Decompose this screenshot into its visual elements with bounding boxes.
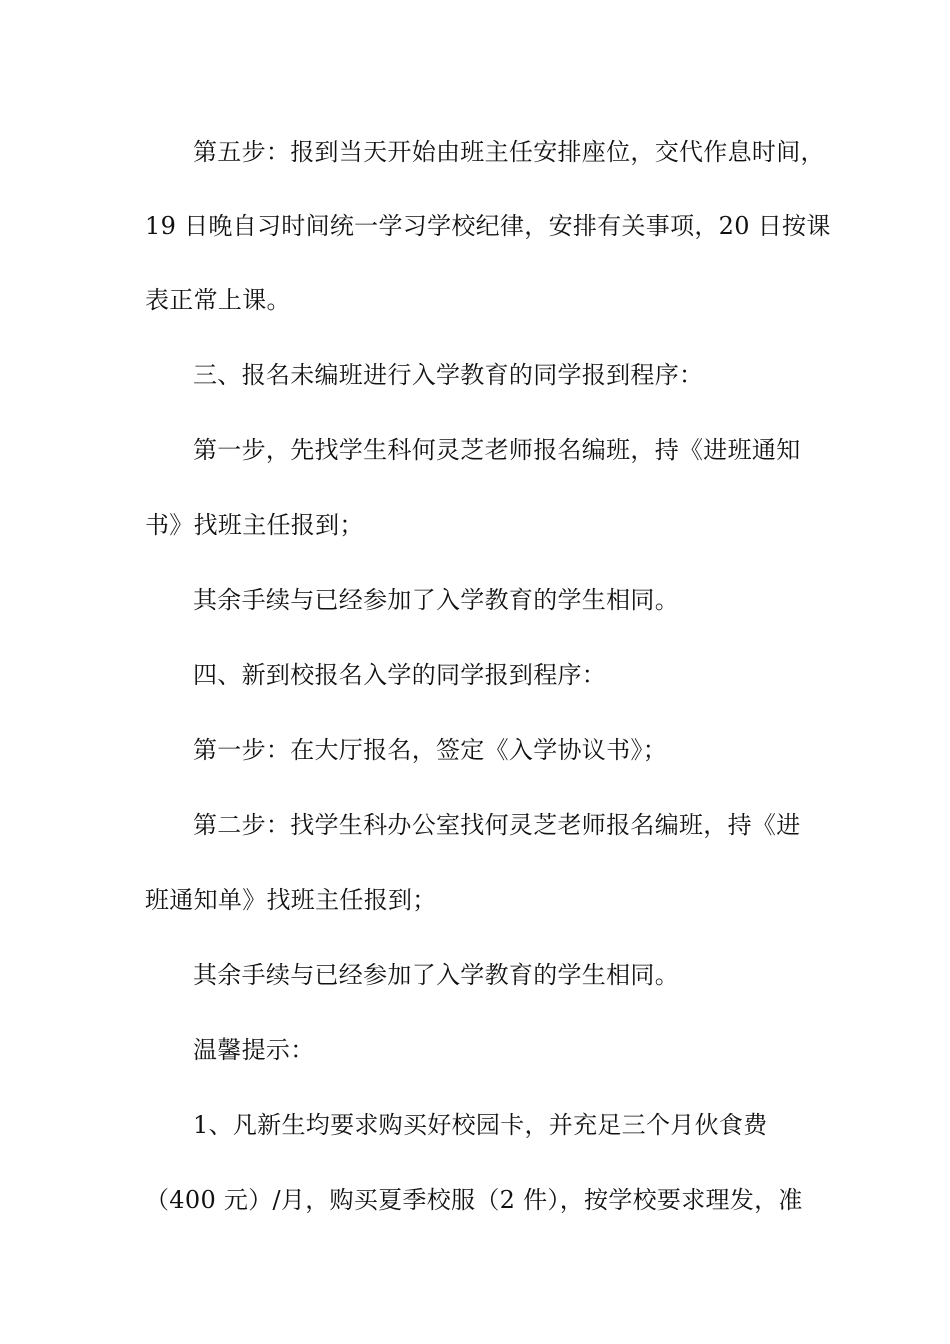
- section-heading: 三、报名未编班进行入学教育的同学报到程序：: [193, 361, 704, 389]
- paragraph-line: 第二步：找学生科办公室找何灵芝老师报名编班，持《进: [193, 811, 801, 839]
- paragraph-line: （400 元）/月，购买夏季校服（2 件），按学校要求理发，准: [145, 1186, 803, 1214]
- paragraph-line: 第五步：报到当天开始由班主任安排座位，交代作息时间，: [193, 138, 825, 166]
- paragraph-line: 19 日晚自习时间统一学习学校纪律，安排有关事项，20 日按课: [145, 212, 831, 240]
- paragraph-line: 其余手续与已经参加了入学教育的学生相同。: [193, 586, 679, 614]
- section-heading: 四、新到校报名入学的同学报到程序：: [193, 661, 607, 689]
- section-heading: 温馨提示：: [193, 1036, 315, 1064]
- paragraph-line: 第一步，先找学生科何灵芝老师报名编班，持《进班通知: [193, 436, 801, 464]
- paragraph-line: 第一步：在大厅报名，签定《入学协议书》；: [193, 736, 667, 764]
- paragraph-line: 表正常上课。: [145, 286, 291, 314]
- paragraph-line: 班通知单》找班主任报到；: [145, 886, 437, 914]
- paragraph-line: 1、凡新生均要求购买好校园卡，并充足三个月伙食费: [193, 1111, 768, 1139]
- paragraph-line: 书》找班主任报到；: [145, 511, 364, 539]
- paragraph-line: 其余手续与已经参加了入学教育的学生相同。: [193, 961, 679, 989]
